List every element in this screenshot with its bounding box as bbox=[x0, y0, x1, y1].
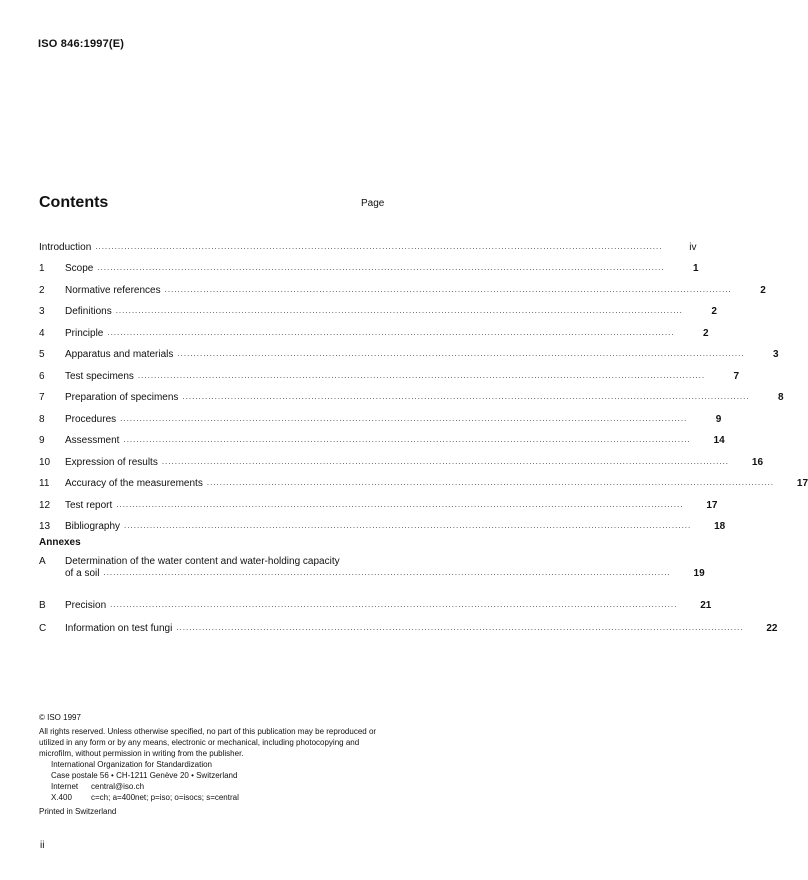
toc-entry bbox=[39, 382, 784, 404]
annex-title-line: Determination of the water content and water-holding capacity bbox=[65, 556, 340, 567]
annex-title-line: of a soil bbox=[65, 568, 100, 579]
toc-entry-title: Accuracy of the measurements bbox=[65, 478, 203, 489]
internet-label: Internet bbox=[51, 782, 79, 791]
toc-entry bbox=[39, 231, 697, 253]
toc-entry-number: 4 bbox=[39, 327, 45, 339]
toc-entry-number: 2 bbox=[39, 284, 45, 296]
toc-entry-title: Scope bbox=[65, 263, 94, 274]
page-number: ii bbox=[40, 840, 45, 851]
toc-entry bbox=[39, 360, 740, 382]
toc-entry bbox=[39, 317, 709, 339]
annex-entry bbox=[39, 588, 712, 611]
toc-entry-page: 9 bbox=[715, 413, 722, 425]
toc-entry-title: Procedures bbox=[65, 413, 117, 425]
toc-entry-number: 5 bbox=[39, 349, 45, 360]
toc-entry-number: 1 bbox=[39, 263, 45, 274]
dot-leader bbox=[95, 241, 662, 253]
x400-label: X.400 bbox=[51, 793, 72, 802]
copyright-block bbox=[39, 712, 389, 817]
toc-entry-number: 3 bbox=[39, 306, 45, 317]
toc-entry-title: Principle bbox=[65, 327, 104, 339]
x400-address: c=ch; a=400net; p=iso; o=isocs; s=central bbox=[91, 793, 239, 802]
dot-leader bbox=[116, 499, 683, 511]
contents-title: Contents bbox=[39, 194, 109, 211]
toc-entry-number: 12 bbox=[39, 499, 51, 511]
internet-address: central@iso.ch bbox=[91, 782, 145, 791]
publisher-address bbox=[39, 759, 389, 803]
annex-letter: A bbox=[39, 556, 46, 567]
toc-entry-title: Definitions bbox=[65, 306, 112, 317]
dot-leader bbox=[103, 567, 670, 579]
page-column-label: Page bbox=[361, 198, 385, 209]
toc-entry-title: Assessment bbox=[65, 435, 120, 446]
toc-entry bbox=[39, 339, 779, 361]
toc-entry-number: 7 bbox=[39, 392, 45, 403]
toc-entry-page: 16 bbox=[751, 456, 764, 468]
toc-entry-page: iv bbox=[689, 241, 697, 253]
toc-entry bbox=[39, 253, 699, 275]
annexes-heading: Annexes bbox=[39, 537, 81, 548]
dot-leader bbox=[107, 327, 674, 339]
toc-entry-title: Introduction bbox=[39, 241, 92, 253]
toc-entry-title: Test report bbox=[65, 499, 113, 511]
dot-leader bbox=[97, 262, 664, 274]
annex-title: Information on test fungi bbox=[65, 623, 173, 634]
printed-location: Printed in Switzerland bbox=[39, 807, 117, 816]
annex-entry bbox=[39, 611, 778, 634]
toc-entry bbox=[39, 511, 726, 533]
annex-title: Precision bbox=[65, 600, 107, 611]
toc-entry-page: 7 bbox=[733, 370, 740, 382]
toc-entry-page: 18 bbox=[714, 521, 726, 532]
dot-leader bbox=[124, 520, 691, 532]
document-id: ISO 846:1997(E) bbox=[38, 38, 125, 50]
dot-leader bbox=[123, 434, 690, 446]
annex-letter: C bbox=[39, 623, 47, 634]
toc-entry-number: 6 bbox=[39, 370, 45, 382]
toc-entry-title: Bibliography bbox=[65, 521, 121, 532]
dot-leader bbox=[110, 599, 677, 611]
table-of-contents bbox=[39, 231, 808, 634]
annex-letter: B bbox=[39, 600, 46, 611]
toc-entry-number: 13 bbox=[39, 521, 51, 532]
toc-entry bbox=[39, 489, 718, 511]
annex-page: 19 bbox=[693, 568, 705, 579]
dot-leader bbox=[177, 348, 744, 360]
annex-entry bbox=[39, 556, 705, 588]
toc-entry bbox=[39, 425, 725, 447]
toc-entry-title: Test specimens bbox=[65, 370, 134, 382]
annex-page: 22 bbox=[766, 623, 778, 634]
annex-page: 21 bbox=[700, 600, 712, 611]
postal-address: Case postale 56 • CH-1211 Genève 20 • Switzerland bbox=[51, 771, 238, 780]
toc-entry-page: 2 bbox=[760, 284, 766, 296]
toc-entry-title: Normative references bbox=[65, 284, 161, 296]
copyright-notice: © ISO 1997 bbox=[39, 713, 81, 722]
dot-leader bbox=[182, 391, 749, 403]
toc-entry bbox=[39, 296, 717, 318]
dot-leader bbox=[165, 284, 732, 296]
dot-leader bbox=[138, 370, 705, 382]
toc-entry-page: 14 bbox=[713, 435, 725, 446]
toc-entry-page: 8 bbox=[778, 392, 784, 403]
toc-entry-title: Apparatus and materials bbox=[65, 349, 174, 360]
dot-leader bbox=[116, 305, 683, 317]
toc-entry-page: 2 bbox=[702, 327, 709, 339]
toc-entry-number: 10 bbox=[39, 456, 51, 468]
toc-entry-page: 17 bbox=[706, 499, 718, 511]
toc-entry bbox=[39, 403, 722, 425]
toc-entry-title: Expression of results bbox=[65, 456, 158, 468]
toc-entry-number: 11 bbox=[39, 478, 50, 489]
organization-name: International Organization for Standardization bbox=[51, 760, 212, 769]
toc-entry-number: 8 bbox=[39, 413, 45, 425]
rights-statement: All rights reserved. Unless otherwise specified, no part of this publication may be reproduced or utilized in any form or by any means, electronic or mechanical, including photocopying and microfilm, without permission in writing from the publisher. bbox=[39, 727, 377, 758]
toc-entry bbox=[39, 274, 766, 296]
dot-leader bbox=[120, 413, 687, 425]
dot-leader bbox=[207, 477, 774, 489]
toc-entry bbox=[39, 468, 808, 490]
dot-leader bbox=[176, 622, 743, 634]
toc-entry-page: 1 bbox=[692, 263, 699, 274]
toc-entry-page: 2 bbox=[711, 306, 717, 317]
toc-entry bbox=[39, 446, 764, 468]
dot-leader bbox=[162, 456, 729, 468]
toc-entry-title: Preparation of specimens bbox=[65, 392, 179, 403]
toc-entry-page: 17 bbox=[796, 478, 808, 489]
toc-entry-number: 9 bbox=[39, 435, 45, 446]
toc-entry-page: 3 bbox=[773, 349, 779, 360]
